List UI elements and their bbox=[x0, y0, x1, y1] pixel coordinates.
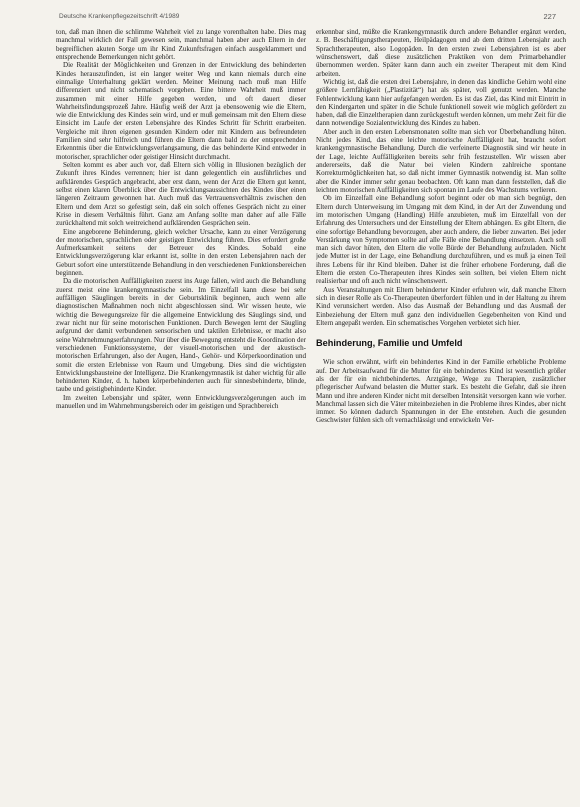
section-heading: Behinderung, Familie und Umfeld bbox=[316, 338, 463, 349]
left-column bbox=[56, 28, 306, 800]
paragraph: Selten kommt es aber auch vor, daß Eltern sich völlig in Illusionen bezüglich der Zukunft ihres Kindes verrennen; hier ist dann gelegentlich ein ausführliches und aufklärendes Gespräch angebracht, aber erst dann, wenn der Arzt die Eltern gut kennt, selbst einen klaren Überblick über die Entwicklungsaussichten des Kindes über einen längeren Zeitraum gewonnen hat. Auch muß das Vertrauensverhältnis zwischen den Eltern und dem Arzt so gefestigt sein, daß ein solch offenes Gespräch nicht zu einer Krise in diesem Verhältnis führt. Ganz am Anfang sollte man daher auf alle Fälle zurückhaltend mit solch weitreichend aufklärenden Gesprächen sein. bbox=[56, 161, 306, 228]
paragraph: erkennbar sind, müßte die Krankengymnastik durch andere Behandler ergänzt werden, z. B. Beschäftigungstherapeuten, Heilpädagogen und ab dem dritten Lebensjahr auch Sprachtherapeuten, also Logopäden. In den ersten zwei Lebensjahren ist es aber wünschenswert, daß diese zusätzlichen Praktiken von dem Primarbehandler übernommen werden. Später kann dann auch ein zweiter Therapeut mit dem Kind arbeiten. bbox=[316, 28, 566, 78]
paragraph: Eine angeborene Behinderung, gleich welcher Ursache, kann zu einer Verzögerung der motorischen, sprachlichen oder geistigen Entwicklung führen. Dies erfordert große Aufmerksamkeit seitens der Betreuer des Kindes. Sobald eine Entwicklungsverzögerung klar erkannt ist, sollte in den ersten Lebensjahren nach der Geburt sofort eine unterstützende Behandlung in den verschiedenen Funktionsbereichen beginnen. bbox=[56, 227, 306, 278]
paragraph: ton, daß man ihnen die schlimme Wahrheit viel zu lange vorenthalten habe. Dies mag manchmal wirklich der Fall gewesen sein, manchmal haben aber auch Eltern in der begreiflichen akuten Sorge um ihr Kind Zukunftsfragen einfach ausgeklammert und entsprechende Bemerkungen nicht gehört. bbox=[56, 28, 306, 61]
paragraph: Da die motorischen Auffälligkeiten zuerst ins Auge fallen, wird auch die Behandlung zuerst meist eine krankengymnastische sein. Im Einzelfall kann diese bei sehr auffälligen Säuglingen bereits in der Geburtsklinik beginnen, auch wenn alle diagnostischen Maßnahmen noch nicht abgeschlossen sind. Wir wissen heute, wie wichtig die Bewegungsreize für die allgemeine Entwicklung des Säuglings sind, und zwar nicht nur für seine motorischen Funktionen. Durch Bewegen lernt der Säugling aufgrund der damit verbundenen sensorischen und taktilen Erlebnisse, er macht also seine Wahrnehmungserfahrungen. Nur über die Bewegung entsteht die Koordination der verschiedenen Funktionssysteme, der visuell-motorischen und der akustisch-motorischen Erfahrungen, also der Augen, Hand-, Gehör- und Körperkoordination und somit die ersten Erlebnisse von Raum und Umgebung. Dies sind die wichtigsten Entwicklungsbausteine der Intelligenz. Die Krankengymnastik ist daher wichtig für alle behinderten Kinder, d. h. haben körperbehinderten auch für sinnesbehinderte, blinde, taube und geistigbehinderte Kinder. bbox=[56, 277, 306, 394]
journal-header: Deutsche Krankenpflegezeitschrift 4/1989 bbox=[59, 13, 180, 20]
page-number: 227 bbox=[543, 12, 556, 21]
paragraph: Im zweiten Lebensjahr und später, wenn Entwicklungsverzögerungen auch im manuellen und im Wahrnehmungsbereich oder im geistigen und Sprachbereich bbox=[56, 393, 306, 411]
paragraph: Ob im Einzelfall eine Behandlung sofort beginnt oder ob man sich begnügt, den Eltern durch Unterweisung im Umgang mit dem Kind, in der Art der Zuwendung und im motorischen Umgang (Handling) Hilfe anzubieten, muß im Einzelfall von der Erfahrung des Untersuchers und der Einstellung der Eltern abhängen. Es gibt Eltern, die eine sofortige Behandlung bevorzugen, aber auch andere, die lieber zuwarten. Bei jeder Verstärkung von Symptomen sollte auf alle Fälle eine Behandlung einsetzen. Auch soll man sich davor hüten, den Eltern die volle Bürde der Behandlung aufzuladen. Nicht jede Mutter ist in der Lage, eine Behandlung durchzuführen, und es muß ja einen Teil ihres Lebens für ihr Kind bleiben. Daher ist die früher erhobene Forderung, daß die Eltern die ersten Co-Therapeuten ihres Kindes sein sollten, bei vielen Eltern nicht realisierbar und oft auch nicht wünschenswert. bbox=[316, 194, 566, 286]
paragraph: Die Realität der Möglichkeiten und Grenzen in der Entwicklung des behinderten Kindes herauszufinden, ist ein langer weiter Weg und kann niemals durch eine einmalige Unterhaltung geklärt werden. Meiner Meinung nach muß man Hilfe differenziert und nicht schematisch vorgehen. Eine bittere Wahrheit muß immer zusammen mit einer Hilfe gegeben werden, und oft dauert dieser Wahrheitsfindungsprozeß Jahre. Häufig weiß der Arzt ja ebensowenig wie die Eltern, wie die Entwicklung des Kindes sein wird, und er muß gemeinsam mit den Eltern diese Einsicht im Laufe der ersten Lebensjahre des Kindes Schritt für Schritt erarbeiten. Vergleiche mit ihren eigenen gesunden Kindern oder mit Kindern aus befreundeten Familien sind sehr hilfreich und führen die Eltern dann bald zu der entsprechenden Erkenntnis über die Entwicklungsverlangsamung, die das behinderte Kind entweder in motorischer, sprachlicher oder geistiger Hinsicht durchmacht. bbox=[56, 61, 306, 161]
paragraph: Wie schon erwähnt, wirft ein behindertes Kind in der Familie erhebliche Probleme auf. Der Arbeitsaufwand für die Mutter für ein behindertes Kind ist wesentlich größer als der für ein nichtbehindertes. Arztgänge, Wege zu Therapien, zusätzlicher pflegerischer Aufwand belasten die Mutter stark. Es besteht die Gefahr, daß sie ihren Mann und ihre anderen Kinder nicht mit derselben Intensität versorgen kann wie vorher. Manchmal lassen sich die Väter miteinbeziehen in die Probleme ihres Kindes, aber nicht immer. So können dadurch Spannungen in der Ehe entstehen. Auch die gesunden Geschwister fühlen sich oft vernachlässigt und entwickeln Ver- bbox=[316, 358, 566, 425]
right-column bbox=[316, 28, 566, 800]
paragraph: Wichtig ist, daß die ersten drei Lebensjahre, in denen das kindliche Gehirn wohl eine größere Lernfähigkeit („Plastizität“) hat als später, voll genutzt werden. Manche Fehlentwicklung kann hier aufgefangen werden. Es ist das Ziel, das Kind mit Eintritt in den Kindergarten und später in die Schule funktionell soweit wie möglich gefördert zu haben, daß die Einzeltherapien dann zurückgestuft werden können, um mehr Zeit für die dann notwendige Sozialentwicklung des Kindes zu haben. bbox=[316, 77, 566, 128]
paragraph: Aus Veranstaltungen mit Eltern behinderter Kinder erfuhren wir, daß manche Eltern sich in dieser Rolle als Co-Therapeuten überfordert fühlen und in der Haltung zu ihrem Kind verunsichert werden. Also das Ausmaß der Behandlung und das Ausmaß der Einbeziehung der Eltern muß ganz den individuellen Gegebenheiten von Kind und Eltern angepaßt werden. Ein schematisches Vorgehen verbietet sich hier. bbox=[316, 285, 566, 327]
paragraph: Aber auch in den ersten Lebensmonaten sollte man sich vor Überbehandlung hüten. Nicht jedes Kind, das eine leichte motorische Auffälligkeit hat, braucht sofort krankengymnastische Behandlung. Durch die verfeinerte Diagnostik sind wir heute in der Lage, leichte Auffälligkeiten bereits sehr früh festzustellen. Wir wissen aber andererseits, daß die Natur bei vielen Kindern zahlreiche spontane Korrekturmöglichkeiten hat, so daß nicht immer Gymnastik notwendig ist. Man sollte aber die Kinder immer sehr genau beobachten. Oft kann man dann feststellen, daß die leichten motorischen Auffälligkeiten sich spontan im Laufe des Wachstums verlieren. bbox=[316, 127, 566, 194]
